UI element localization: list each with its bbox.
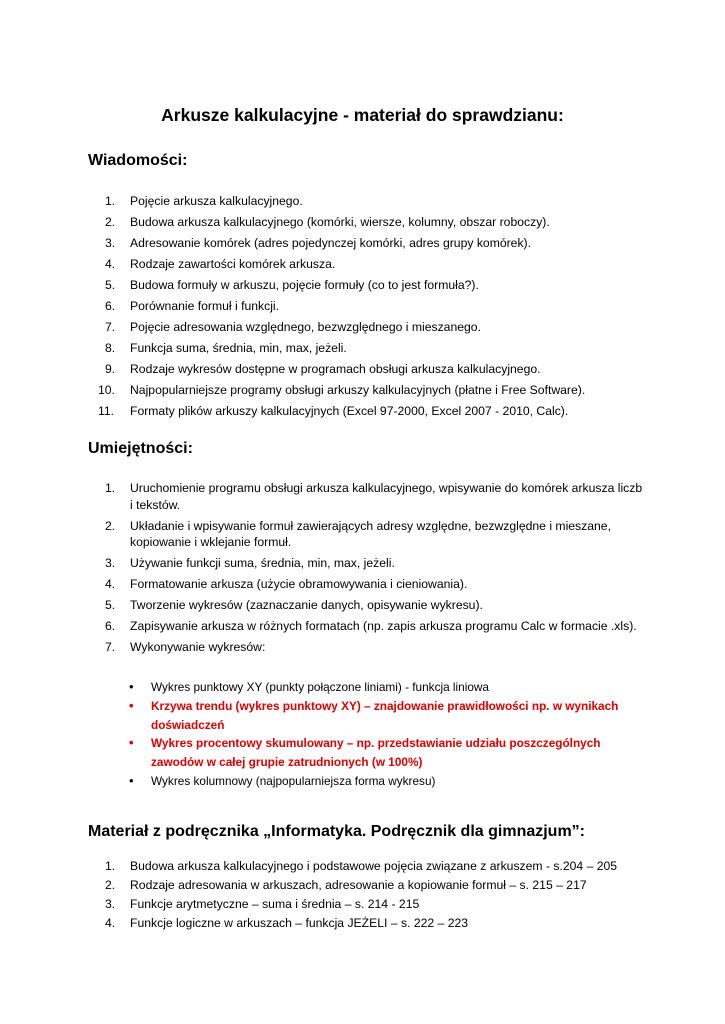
bullet-item-highlighted: [88, 734, 648, 772]
list-item: [88, 639, 648, 656]
list-item-text: Formatowanie arkusza (użycie obramowywania i cieniowania).: [130, 577, 468, 591]
list-item-number: 5.: [105, 278, 116, 292]
bullet-icon: •: [129, 697, 134, 713]
list-item-text: Zapisywanie arkusza w różnych formatach (np. zapis arkusza programu Calc w formacie .xls).: [130, 619, 637, 633]
list-item-number: 4.: [105, 916, 116, 930]
list-item: [88, 214, 648, 231]
list-item-text: Budowa formuły w arkuszu, pojęcie formuły (co to jest formuła?).: [130, 278, 479, 292]
list-item: [88, 518, 648, 551]
bullet-item: [88, 678, 648, 697]
list-item-number: 6.: [105, 619, 116, 633]
list-item-text: Pojęcie adresowania względnego, bezwzględnego i mieszanego.: [130, 320, 481, 334]
chart-types-list: [88, 678, 648, 791]
bullet-text: Krzywa trendu (wykres punktowy XY) – znajdowanie prawidłowości np. w wynikach doświadczeń: [151, 698, 619, 732]
list-item-number: 9.: [105, 362, 116, 376]
bullet-icon: •: [129, 679, 134, 694]
list-item-number: 3.: [105, 897, 116, 911]
list-item-text: Formaty plików arkuszy kalkulacyjnych (Excel 97-2000, Excel 2007 - 2010, Calc).: [130, 404, 569, 418]
bullet-text: Wykres kolumnowy (najpopularniejsza forma wykresu): [151, 773, 436, 788]
list-item-number: 2.: [105, 215, 116, 229]
textbook-heading: Materiał z podręcznika „Informatyka. Podręcznik dla gimnazjum”:: [88, 823, 586, 840]
skills-list: [88, 480, 648, 656]
list-item-text: Układanie i wpisywanie formuł zawierających adresy względne, bezwzględne i mieszane, kopiowanie i wklejanie formuł.: [130, 518, 611, 549]
list-item-text: Uruchomienie programu obsługi arkusza kalkulacyjnego, wpisywanie do komórek arkusza liczb i tekstów.: [130, 481, 643, 512]
list-item: [88, 298, 648, 315]
list-item: [88, 877, 648, 894]
bullet-icon: •: [129, 772, 134, 788]
list-item-text: Pojęcie arkusza kalkulacyjnego.: [130, 194, 303, 208]
list-item: [88, 597, 648, 614]
list-item-number: 2.: [105, 518, 116, 533]
list-item-number: 4.: [105, 577, 116, 591]
textbook-list: [88, 858, 648, 932]
list-item-number: 1.: [105, 481, 116, 495]
list-item: [88, 480, 648, 513]
list-item: [88, 193, 648, 210]
list-item-number: 10.: [98, 383, 115, 397]
list-item: [88, 277, 648, 294]
list-item-text: Rodzaje adresowania w arkuszach, adresowanie a kopiowanie formuł – s. 215 – 217: [130, 878, 587, 892]
list-item: [88, 256, 648, 273]
list-item-number: 3.: [105, 236, 116, 250]
list-item: [88, 340, 648, 357]
list-item-number: 11.: [98, 404, 115, 418]
list-item: [88, 915, 648, 932]
list-item-number: 1.: [105, 194, 116, 208]
list-item-number: 3.: [105, 556, 116, 570]
list-item-text: Rodzaje zawartości komórek arkusza.: [130, 257, 336, 271]
list-item-text: Budowa arkusza kalkulacyjnego i podstawowe pojęcia związane z arkuszem - s.204 – 205: [130, 859, 618, 873]
list-item-text: Używanie funkcji suma, średnia, min, max, jeżeli.: [130, 556, 395, 570]
list-item-text: Najpopularniejsze programy obsługi arkuszy kalkulacyjnych (płatne i Free Software).: [130, 383, 586, 397]
list-item: [88, 896, 648, 913]
list-item-number: 5.: [105, 598, 116, 612]
list-item: [88, 618, 648, 635]
knowledge-list: [88, 193, 648, 420]
list-item: [88, 235, 648, 252]
list-item-text: Tworzenie wykresów (zaznaczanie danych, opisywanie wykresu).: [130, 598, 483, 612]
bullet-item: [88, 772, 648, 791]
skills-heading: Umiejętności:: [88, 440, 193, 457]
knowledge-heading: Wiadomości:: [88, 152, 188, 169]
list-item-number: 2.: [105, 878, 116, 892]
list-item-number: 1.: [105, 859, 116, 873]
list-item-number: 7.: [105, 640, 116, 654]
list-item-text: Porównanie formuł i funkcji.: [130, 299, 280, 313]
bullet-text: Wykres punktowy XY (punkty połączone liniami) - funkcja liniowa: [151, 680, 489, 694]
list-item: [88, 361, 648, 378]
list-item-text: Funkcja suma, średnia, min, max, jeżeli.: [130, 341, 347, 355]
list-item: [88, 319, 648, 336]
list-item: [88, 858, 648, 875]
bullet-icon: •: [129, 735, 134, 751]
document-title: Arkusze kalkulacyjne - materiał do sprawdzianu:: [161, 105, 564, 125]
list-item-text: Budowa arkusza kalkulacyjnego (komórki, wiersze, kolumny, obszar roboczy).: [130, 215, 550, 229]
list-item: [88, 382, 648, 399]
list-item-text: Adresowanie komórek (adres pojedynczej komórki, adres grupy komórek).: [130, 236, 532, 250]
list-item-text: Funkcje arytmetyczne – suma i średnia – s. 214 - 215: [130, 897, 420, 911]
list-item: [88, 555, 648, 572]
list-item-number: 4.: [105, 257, 116, 271]
list-item-number: 6.: [105, 299, 116, 313]
list-item: [88, 403, 648, 420]
list-item-number: 8.: [105, 341, 116, 355]
list-item-text: Funkcje logiczne w arkuszach – funkcja JEŻELI – s. 222 – 223: [130, 916, 469, 930]
bullet-item-highlighted: [88, 697, 648, 735]
list-item-number: 7.: [105, 320, 116, 334]
bullet-text: Wykres procentowy skumulowany – np. przedstawianie udziału poszczególnych zawodów w całej grupie zatrudnionych (w 100%): [151, 736, 601, 770]
list-item: [88, 576, 648, 593]
list-item-text: Wykonywanie wykresów:: [130, 640, 266, 654]
list-item-text: Rodzaje wykresów dostępne w programach obsługi arkusza kalkulacyjnego.: [130, 362, 541, 376]
